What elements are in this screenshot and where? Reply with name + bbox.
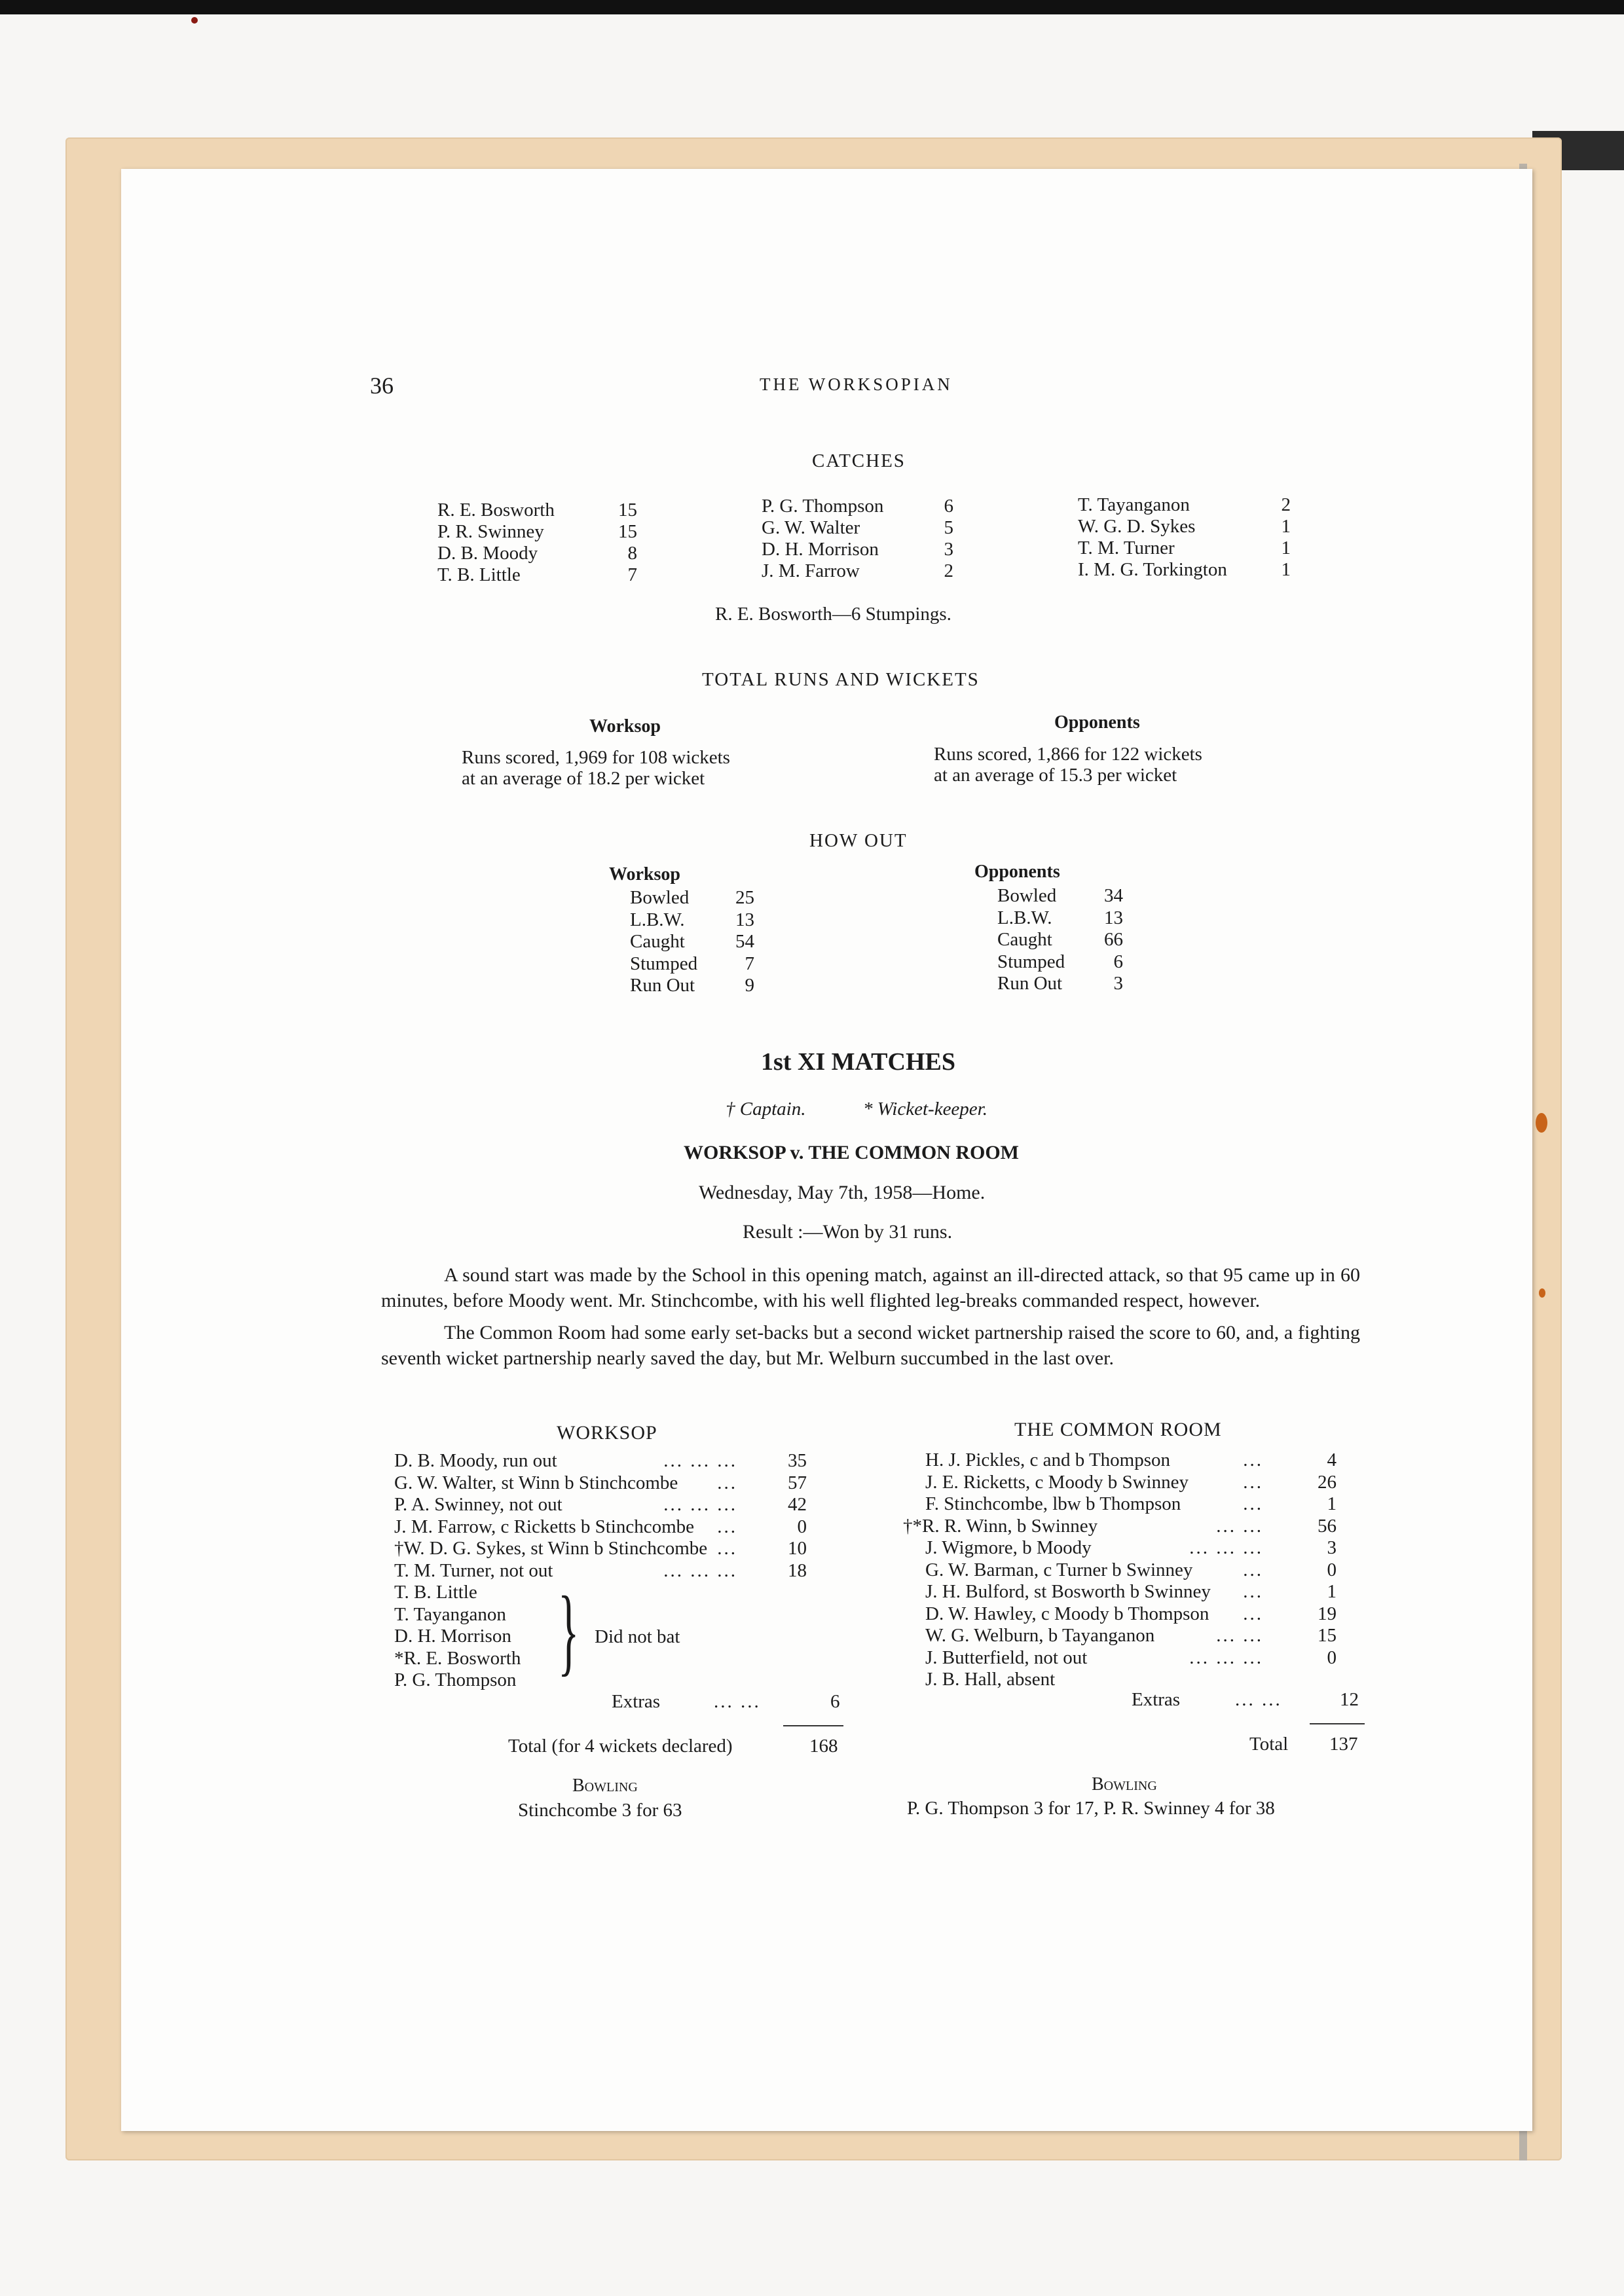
- common-room-innings-title: THE COMMON ROOM: [1014, 1419, 1222, 1440]
- catch-entry: P. G. Thompson 6: [762, 496, 953, 517]
- catches-column-1: [437, 500, 637, 591]
- worksop-extras-label: Extras: [612, 1691, 661, 1712]
- catch-entry: T. B. Little 7: [437, 564, 637, 585]
- totals-opponents-line1: Runs scored, 1,866 for 122 wickets: [934, 744, 1202, 765]
- fixture-title: WORKSOP v. THE COMMON ROOM: [684, 1142, 1019, 1163]
- catch-entry: G. W. Walter 5: [762, 517, 953, 538]
- worksop-bowling: Stinchcombe 3 for 63: [518, 1800, 682, 1821]
- how-out-row: L.B.W. 13: [630, 909, 754, 930]
- common-room-extras: 12: [1340, 1689, 1359, 1710]
- how-out-row: Bowled 25: [630, 887, 754, 908]
- batting-row: G. W. Barman, c Turner b Swinney ... 0: [925, 1559, 1337, 1580]
- batting-row: J. Butterfield, not out ... ... ... 0: [925, 1647, 1337, 1668]
- batting-row: W. G. Welburn, b Tayanganon ... ... 15: [925, 1625, 1337, 1646]
- catches-column-3: [1078, 494, 1291, 586]
- catch-entry: R. E. Bosworth 15: [437, 500, 637, 520]
- batting-row: †*R. R. Winn, b Swinney ... ... 56: [903, 1515, 1337, 1537]
- how-out-row: Stumped 7: [630, 953, 754, 974]
- did-not-bat-row: P. G. Thompson: [394, 1669, 517, 1690]
- totals-opponents-line2: at an average of 15.3 per wicket: [934, 765, 1177, 786]
- how-out-row: Caught 54: [630, 931, 754, 952]
- how-out-opponents-label: Opponents: [974, 862, 1060, 882]
- rust-spot: [1539, 1288, 1545, 1298]
- report-paragraph: The Common Room had some early set-backs but a second wicket partnership raised the score to 60, and, a fighting seventh wicket partnership nearly saved the day, but Mr. Welburn succumbed in the last over.: [381, 1322, 1360, 1369]
- batting-row: †W. D. G. Sykes, st Winn b Stinchcombe ... 10: [394, 1538, 807, 1559]
- stumpings-note: R. E. Bosworth—6 Stumpings.: [715, 604, 951, 625]
- scan-top-edge: [0, 0, 1624, 14]
- common-room-bowling-label: Bowling: [1092, 1774, 1157, 1795]
- totals-opponents-label: Opponents: [1054, 712, 1140, 733]
- how-out-row: L.B.W. 13: [997, 907, 1123, 928]
- catches-column-2: [762, 496, 953, 587]
- totals-title: TOTAL RUNS AND WICKETS: [702, 669, 980, 690]
- matches-title: 1st XI MATCHES: [761, 1048, 955, 1076]
- how-out-opponents-table: [997, 885, 1123, 995]
- common-room-total: 137: [1329, 1734, 1358, 1755]
- did-not-bat-row: T. Tayanganon: [394, 1603, 506, 1625]
- how-out-row: Run Out 9: [630, 975, 754, 996]
- worksop-bowling-label: Bowling: [572, 1776, 638, 1796]
- batting-row: J. Wigmore, b Moody ... ... ... 3: [925, 1537, 1337, 1558]
- batting-row: P. A. Swinney, not out ... ... ... 42: [394, 1494, 807, 1515]
- match-result: Result :—Won by 31 runs.: [743, 1221, 953, 1243]
- how-out-worksop-table: [630, 887, 754, 997]
- batting-row: J. B. Hall, absent: [925, 1669, 1056, 1690]
- totals-worksop-label: Worksop: [589, 716, 661, 737]
- page-number: 36: [370, 373, 394, 399]
- batting-row: G. W. Walter, st Winn b Stinchcombe ... 57: [394, 1472, 807, 1493]
- catch-entry: W. G. D. Sykes 1: [1078, 516, 1291, 537]
- did-not-bat-row: D. H. Morrison: [394, 1626, 511, 1647]
- how-out-row: Caught 66: [997, 929, 1123, 950]
- common-room-total-label: Total: [1249, 1734, 1289, 1755]
- common-room-bowling: P. G. Thompson 3 for 17, P. R. Swinney 4 for 38: [907, 1798, 1275, 1819]
- did-not-bat-row: T. B. Little: [394, 1582, 477, 1603]
- catch-entry: J. M. Farrow 2: [762, 560, 953, 581]
- how-out-row: Bowled 34: [997, 885, 1123, 906]
- worksop-total-label: Total (for 4 wickets declared): [508, 1736, 733, 1757]
- how-out-worksop-label: Worksop: [609, 864, 680, 884]
- did-not-bat-row: *R. E. Bosworth: [394, 1647, 521, 1669]
- batting-row: D. W. Hawley, c Moody b Thompson ... 19: [925, 1603, 1337, 1624]
- worksop-total: 168: [809, 1736, 838, 1757]
- total-rule: [1310, 1723, 1365, 1724]
- catch-entry: I. M. G. Torkington 1: [1078, 559, 1291, 580]
- catches-title: CATCHES: [812, 450, 906, 471]
- catch-entry: T. M. Turner 1: [1078, 538, 1291, 558]
- match-date: Wednesday, May 7th, 1958—Home.: [699, 1182, 986, 1203]
- ink-smudge: [191, 17, 198, 24]
- how-out-title: HOW OUT: [809, 830, 908, 851]
- batting-row: T. M. Turner, not out ... ... ... 18: [394, 1559, 807, 1581]
- running-head: THE WORKSOPIAN: [760, 374, 953, 394]
- worksop-extras: 6: [830, 1691, 840, 1712]
- totals-worksop-line1: Runs scored, 1,969 for 108 wickets: [462, 747, 730, 768]
- match-report: [381, 1262, 1360, 1377]
- totals-worksop-line2: at an average of 18.2 per wicket: [462, 768, 705, 789]
- catch-entry: T. Tayanganon 2: [1078, 494, 1291, 515]
- rust-spot: [1536, 1113, 1547, 1133]
- total-rule: [783, 1725, 843, 1726]
- worksop-extras-dots: ... ...: [714, 1691, 761, 1712]
- batting-row: J. H. Bulford, st Bosworth b Swinney ... 1: [925, 1581, 1337, 1602]
- did-not-bat-brace: }: [558, 1576, 580, 1685]
- common-room-batting-table: [903, 1449, 1337, 1691]
- worksop-batting-table: [394, 1450, 807, 1692]
- common-room-extras-dots: ... ...: [1235, 1689, 1282, 1710]
- worksop-innings-title: WORKSOP: [557, 1422, 657, 1444]
- did-not-bat-label: Did not bat: [595, 1626, 680, 1647]
- catch-entry: D. B. Moody 8: [437, 543, 637, 564]
- batting-row: J. M. Farrow, c Ricketts b Stinchcombe ... 0: [394, 1516, 807, 1537]
- catch-entry: P. R. Swinney 15: [437, 521, 637, 542]
- how-out-row: Run Out 3: [997, 973, 1123, 994]
- legend-wicket-keeper: * Wicket-keeper.: [863, 1099, 988, 1120]
- batting-row: D. B. Moody, run out ... ... ... 35: [394, 1450, 807, 1471]
- batting-row: J. E. Ricketts, c Moody b Swinney ... 26: [925, 1471, 1337, 1493]
- batting-row: F. Stinchcombe, lbw b Thompson ... 1: [925, 1493, 1337, 1514]
- report-paragraph: A sound start was made by the School in this opening match, against an ill-directed attack, so that 95 came up in 60 minutes, before Moody went. Mr. Stinchcombe, with his well flighted leg-breaks commanded respect, however.: [381, 1264, 1360, 1311]
- batting-row: H. J. Pickles, c and b Thompson ... 4: [925, 1449, 1337, 1470]
- common-room-extras-label: Extras: [1132, 1689, 1181, 1710]
- legend-captain: † Captain.: [726, 1099, 806, 1120]
- how-out-row: Stumped 6: [997, 951, 1123, 972]
- catch-entry: D. H. Morrison 3: [762, 539, 953, 560]
